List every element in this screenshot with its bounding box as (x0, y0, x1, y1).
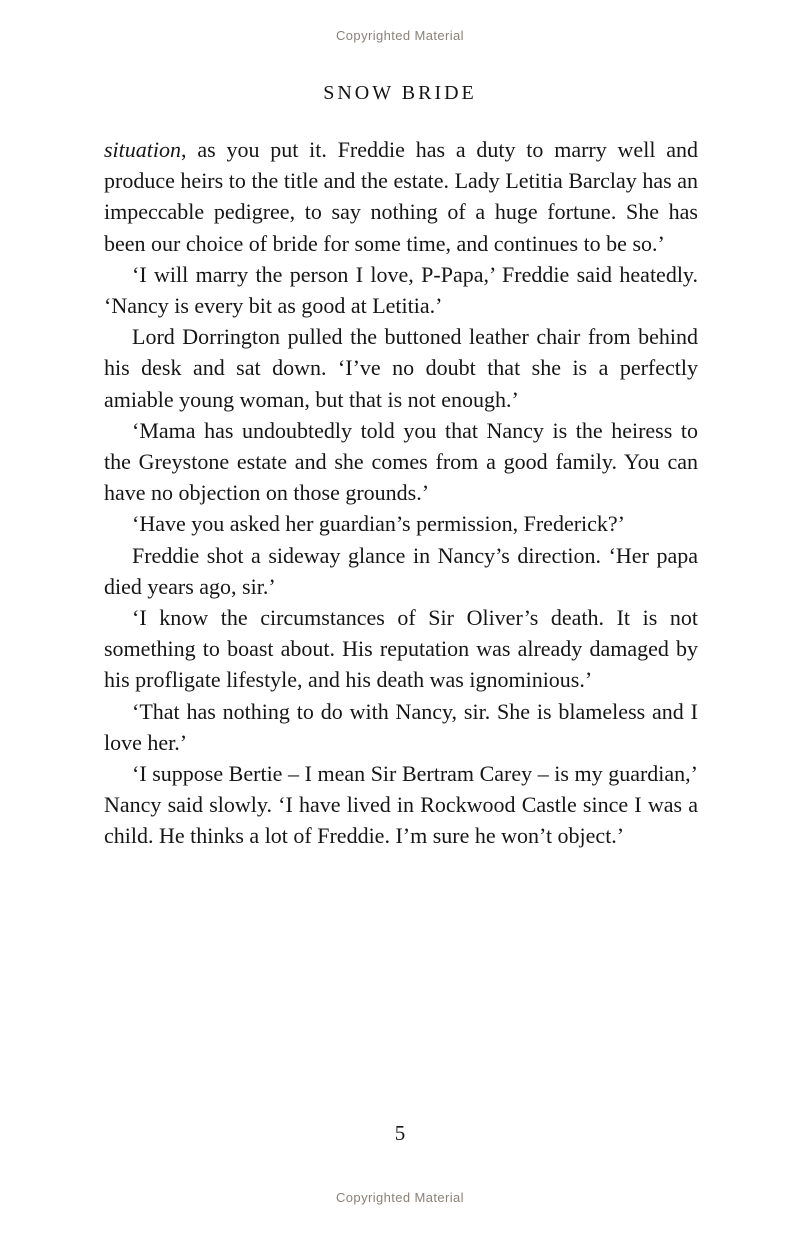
copyright-notice-bottom: Copyrighted Material (336, 1190, 464, 1205)
paragraph: ‘I will marry the person I love, P-Papa,’ Freddie said heatedly. ‘Nancy is every bit as good at Letitia.’ (104, 261, 698, 319)
italic-lead-word: situation (104, 137, 182, 162)
paragraph: situation, as you put it. Freddie has a duty to marry well and produce heirs to the title and the estate. Lady Letitia Barclay has an impeccable pedigree, to say nothing of a huge fortune. She has been our choice of bride for some time, and continues to be so.’ (104, 137, 698, 256)
paragraph: ‘Have you asked her guardian’s permission, Frederick?’ (132, 511, 626, 537)
paragraph: ‘I suppose Bertie – I mean Sir Bertram Carey – is my guardian,’ Nancy said slowly. ‘I have lived in Rockwood Castle since I was a child. He thinks a lot of Freddie. I’m sure he won’t object.’ (104, 761, 698, 849)
paragraph: ‘Mama has undoubtedly told you that Nancy is the heiress to the Greystone estate and she comes from a good family. You can have no objection on those grounds.’ (104, 417, 698, 506)
paragraph: Lord Dorrington pulled the buttoned leather chair from behind his desk and sat down. ‘I’ve no doubt that she is a perfectly amiable young woman, but that is not enough.’ (104, 324, 698, 412)
copyright-notice-top: Copyrighted Material (336, 28, 464, 43)
paragraph: Freddie shot a sideway glance in Nancy’s direction. ‘Her papa died years ago, sir.’ (104, 542, 698, 599)
page-body (104, 134, 698, 852)
page-number: 5 (394, 1121, 406, 1145)
paragraph: ‘I know the circumstances of Sir Oliver’s death. It is not something to boast about. His reputation was already damaged by his profligate lifestyle, and his death was ignominious.’ (104, 605, 698, 693)
paragraph: ‘That has nothing to do with Nancy, sir. She is blameless and I love her.’ (104, 698, 698, 755)
running-header-title: SNOW BRIDE (323, 82, 477, 104)
